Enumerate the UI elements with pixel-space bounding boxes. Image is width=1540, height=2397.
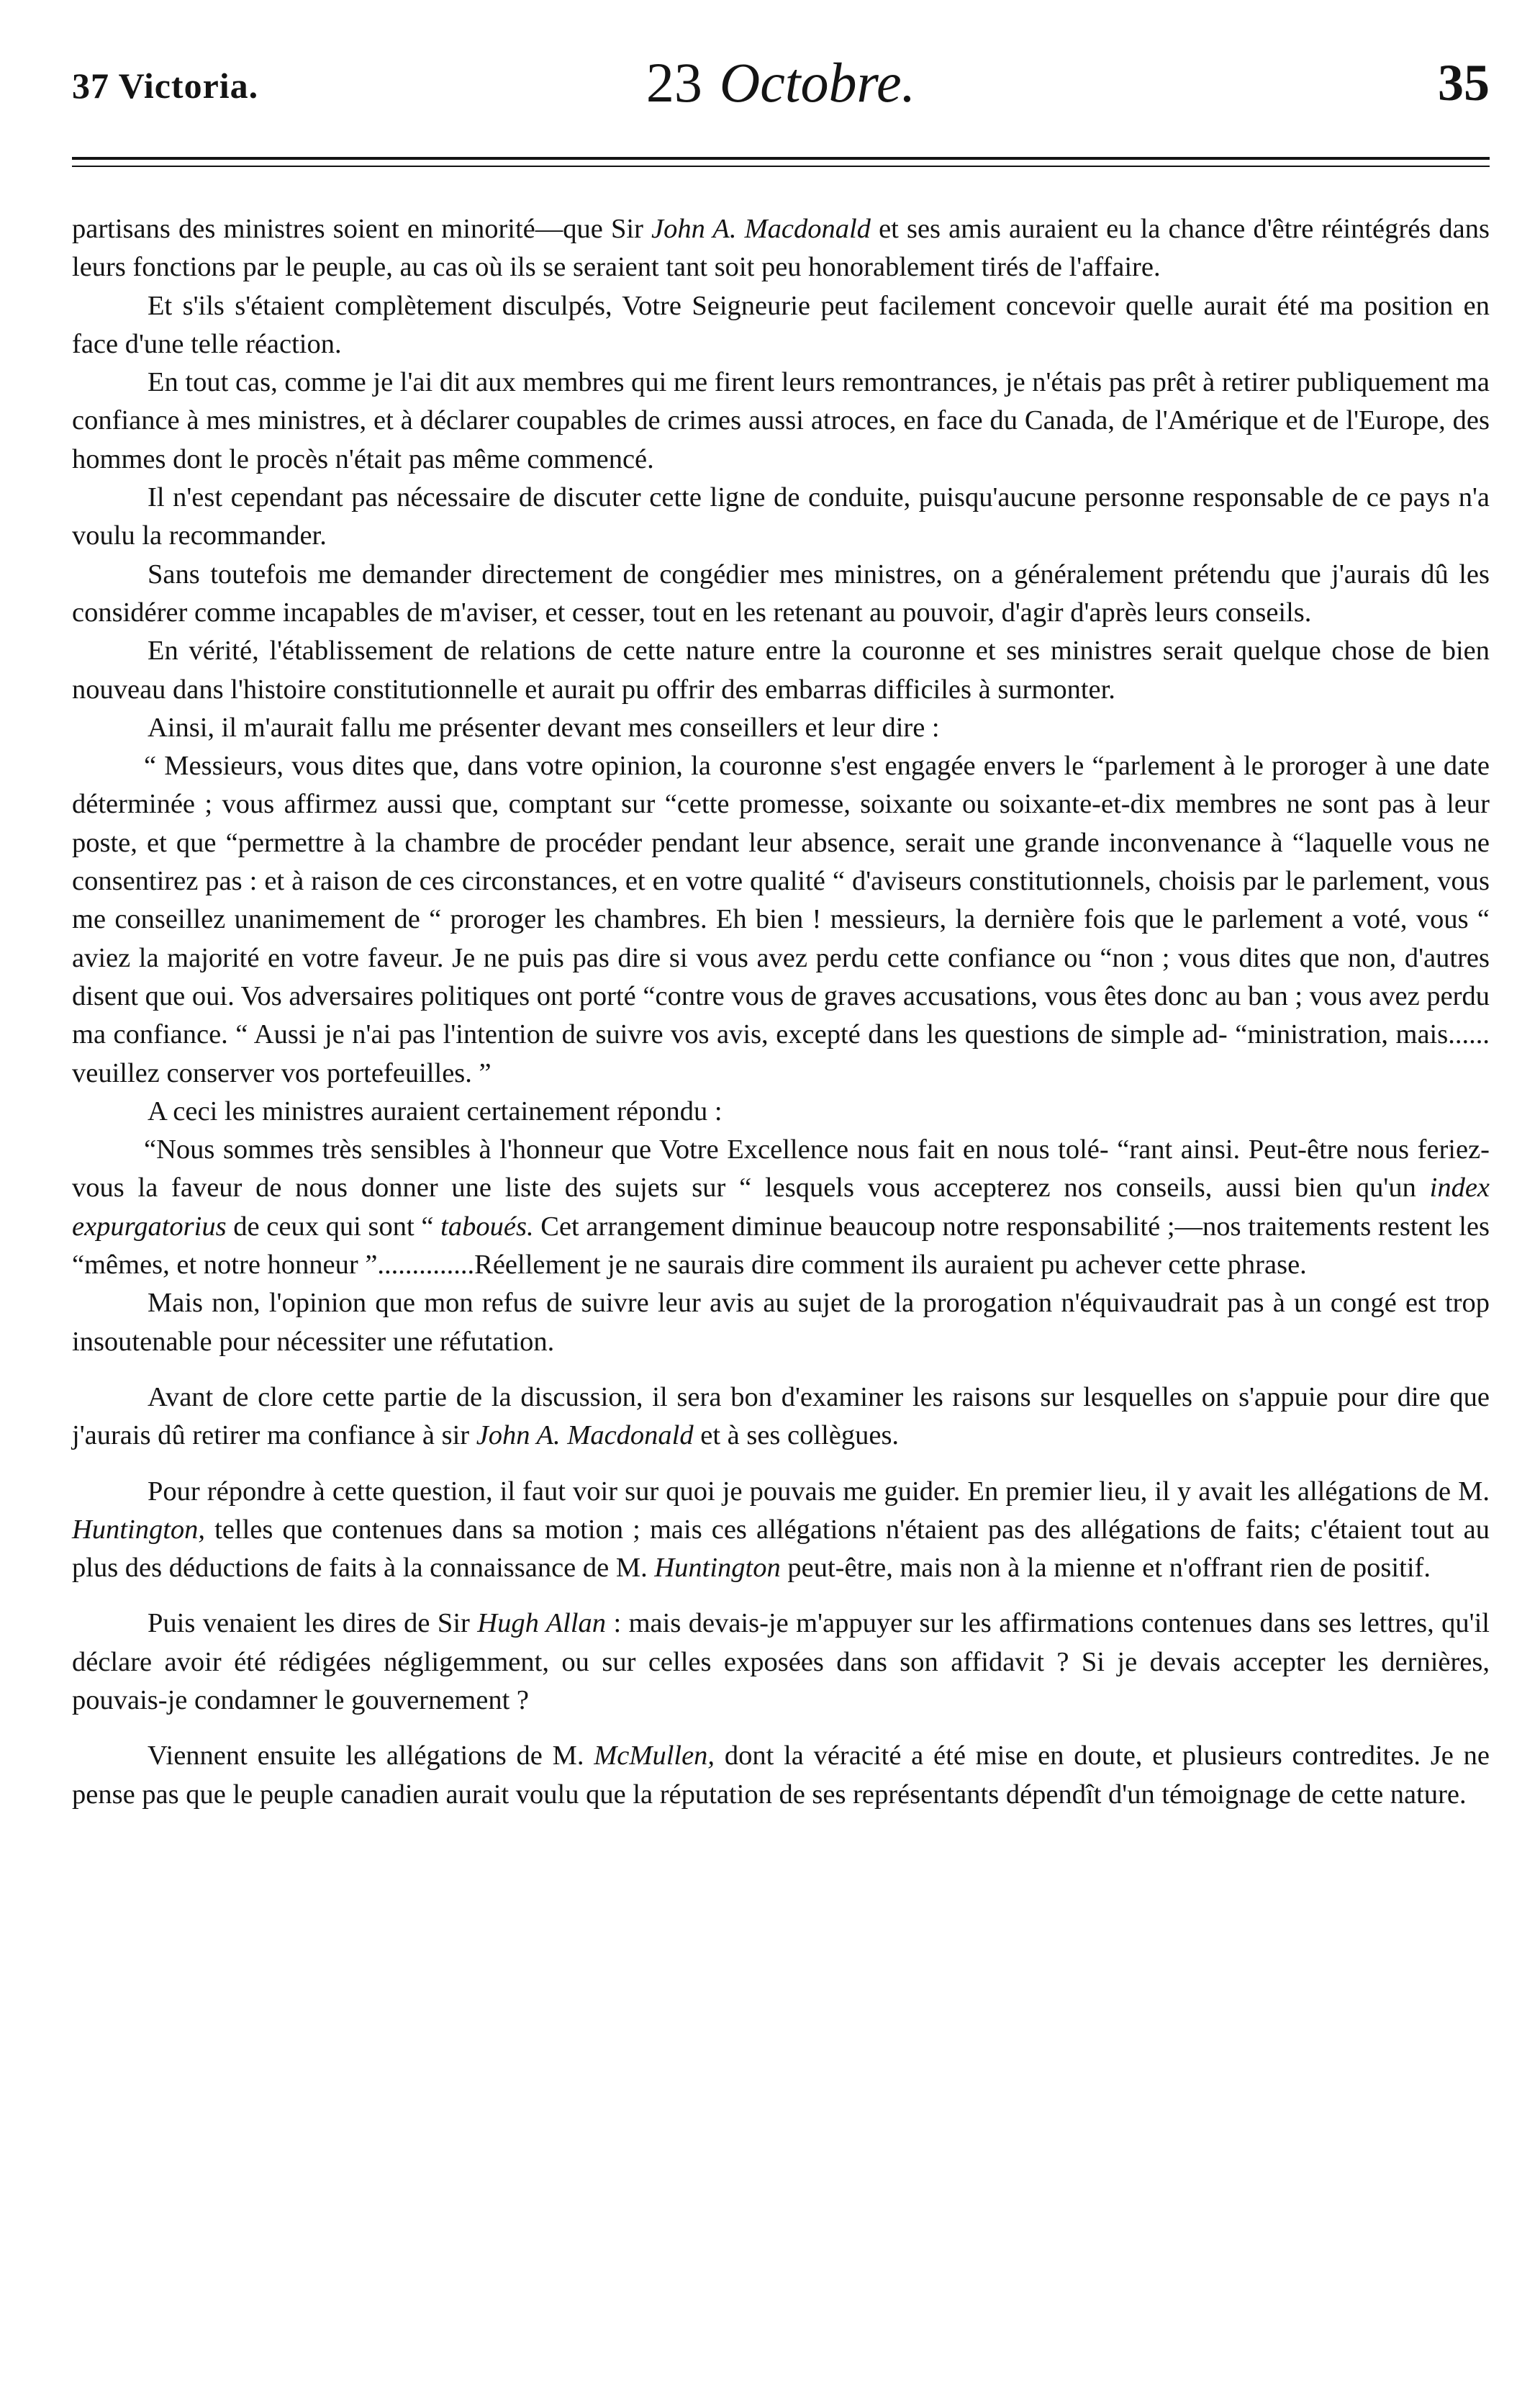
date-day: 23 <box>646 51 702 114</box>
paragraph <box>72 287 1490 364</box>
italic-run: Hugh Allan <box>477 1608 607 1639</box>
text-run: Avant de clore cette partie de la discussion, il sera bon d'examiner les raisons sur lesquelles on s'appuie pour dire que j'aurais dû retirer ma confiance à sir <box>72 1381 1490 1451</box>
header-rule-thick <box>72 157 1490 160</box>
text-run: et à ses collègues. <box>693 1420 900 1451</box>
paragraph <box>72 210 1490 287</box>
paragraph <box>72 556 1490 633</box>
quoted-passage <box>72 1131 1490 1284</box>
quoted-passage <box>72 747 1490 1093</box>
italic-run: John A. Macdonald <box>476 1420 694 1451</box>
page-number: 35 <box>1438 54 1490 112</box>
page-header <box>72 50 1490 122</box>
header-rule-thin <box>72 166 1490 167</box>
paragraph <box>72 632 1490 709</box>
body-text <box>72 210 1490 1814</box>
text-run: telles que contenues dans sa motion ; mais ces allégations n'étaient pas des allégations de faits; c'étaient tout au plus des déductions de faits à la connaissance de M. <box>72 1514 1490 1584</box>
text-run: : mais devais-je m'appuyer sur les affirmations contenues dans ses lettres, qu'il déclare avoir été rédigées négligemment, ou sur celles exposées dans son affidavit ? Si je devais accepter les dernières, pouvais-je condamner le gouvernement ? <box>72 1608 1490 1715</box>
text-run: Puis venaient les dires de Sir <box>148 1608 478 1639</box>
text-run: Mais non, l'opinion que mon refus de suivre leur avis au sujet de la prorogation n'équivaudrait pas à un congé est trop insoutenable pour nécessiter une réfutation. <box>72 1288 1490 1357</box>
paragraph <box>72 364 1490 479</box>
page-date <box>72 50 1490 115</box>
text-run: Et s'ils s'étaient complètement disculpés, Votre Seigneurie peut facilement concevoir quelle aurait été ma position en face d'une telle réaction. <box>72 290 1490 359</box>
italic-run: index expurgatorius <box>72 1173 1490 1242</box>
italic-run: McMullen, <box>594 1741 715 1771</box>
text-run: Ainsi, il m'aurait fallu me présenter devant mes conseillers et leur dire : <box>148 712 940 743</box>
paragraph <box>72 1378 1490 1455</box>
paragraph <box>72 1284 1490 1361</box>
text-run: En tout cas, comme je l'ai dit aux membres qui me firent leurs remontrances, je n'étais pas prêt à retirer publiquement ma confiance à mes ministres, et à déclarer coupables de crimes aussi atroces, en face du Canada, de l'Amérique et de l'Europe, des hommes dont le procès n'était pas même commencé. <box>72 367 1490 474</box>
italic-run: Huntington, <box>72 1514 206 1545</box>
date-month: Octobre. <box>719 51 916 114</box>
text-run: Il n'est cependant pas nécessaire de discuter cette ligne de conduite, puisqu'aucune personne responsable de ce pays n'a voulu la recommander. <box>72 482 1490 551</box>
italic-run: John A. Macdonald <box>651 214 871 244</box>
paragraph <box>72 1093 1490 1131</box>
paragraph <box>72 709 1490 747</box>
italic-run: Huntington <box>654 1553 781 1584</box>
text-run: Pour répondre à cette question, il faut voir sur quoi je pouvais me guider. En premier lieu, il y avait les allégations de M. <box>148 1476 1490 1507</box>
text-run: Cet arrangement diminue beaucoup notre responsabilité ;—nos traitements restent les “mêmes, et notre honneur ”..............Réellement je ne saurais dire comment ils auraient pu achever cette phrase. <box>72 1211 1490 1281</box>
paragraph <box>72 1604 1490 1720</box>
text-run: dont la véracité a été mise en doute, et plusieurs contredites. Je ne pense pas que le peuple canadien aurait voulu que la réputation de ses représentants dépendît d'un témoignage de cette nature. <box>72 1741 1490 1810</box>
text-run: et ses amis auraient eu la chance d'être réintégrés dans leurs fonctions par le peuple, au cas où ils se seraient tant soit peu honorablement tirés de l'affaire. <box>72 214 1490 283</box>
text-run: peut-être, mais non à la mienne et n'offrant rien de positif. <box>780 1553 1431 1584</box>
text-run: de ceux qui sont “ <box>226 1211 441 1242</box>
header-rule <box>72 157 1490 167</box>
text-run: Sans toutefois me demander directement de congédier mes ministres, on a généralement prétendu que j'aurais dû les considérer comme incapables de m'aviser, et cesser, tout en les retenant au pouvoir, d'agir d'après leurs conseils. <box>72 559 1490 628</box>
paragraph <box>72 1473 1490 1588</box>
text-run: Viennent ensuite les allégations de M. <box>148 1741 594 1771</box>
italic-run: taboués. <box>440 1211 534 1242</box>
text-run: “Nous sommes très sensibles à l'honneur que Votre Excellence nous fait en nous tolé- “rant ainsi. Peut-être nous feriez-vous la faveur de nous donner une liste des sujets sur “ lesquels vous accepterez nos conseils, aussi bien qu'un <box>72 1134 1490 1204</box>
paragraph <box>72 479 1490 556</box>
text-run: En vérité, l'établissement de relations de cette nature entre la couronne et ses ministres serait quelque chose de bien nouveau dans l'histoire constitutionnelle et aurait pu offrir des embarras difficiles à surmonter. <box>72 636 1490 705</box>
session-label: 37 Victoria. <box>72 66 259 106</box>
text-run: “ Messieurs, vous dites que, dans votre opinion, la couronne s'est engagée envers le “parlement à le proroger à une date déterminée ; vous affirmez aussi que, comptant sur “cette promesse, soixante ou soixante-et-dix membres ne sont pas à leur poste, et que “permettre à la chambre de procéder pendant leur absence, serait une grande inconvenance à “laquelle vous ne consentirez pas : et à raison de ces circonstances, et en votre qualité “ d'aviseurs constitutionnels, choisis par le parlement, vous me conseillez unanimement de “ proroger les chambres. Eh bien ! messieurs, la dernière fois que le parlement a voté, vous “ aviez la majorité en votre faveur. Je ne puis pas dire si vous avez perdu cette confiance ou “non ; vous dites que non, d'autres disent que oui. Vos adversaires politiques ont porté “contre vous de graves accusations, vous êtes donc au ban ; vous avez perdu ma confiance. “ Aussi je n'ai pas l'intention de suivre vos avis, excepté dans les questions de simple ad- “ministration, mais...... veuillez conserver vos portefeuilles. ” <box>72 751 1490 1088</box>
text-run: A ceci les ministres auraient certainement répondu : <box>148 1096 723 1127</box>
paragraph <box>72 1737 1490 1814</box>
text-run: partisans des ministres soient en minorité—que Sir <box>72 214 652 244</box>
